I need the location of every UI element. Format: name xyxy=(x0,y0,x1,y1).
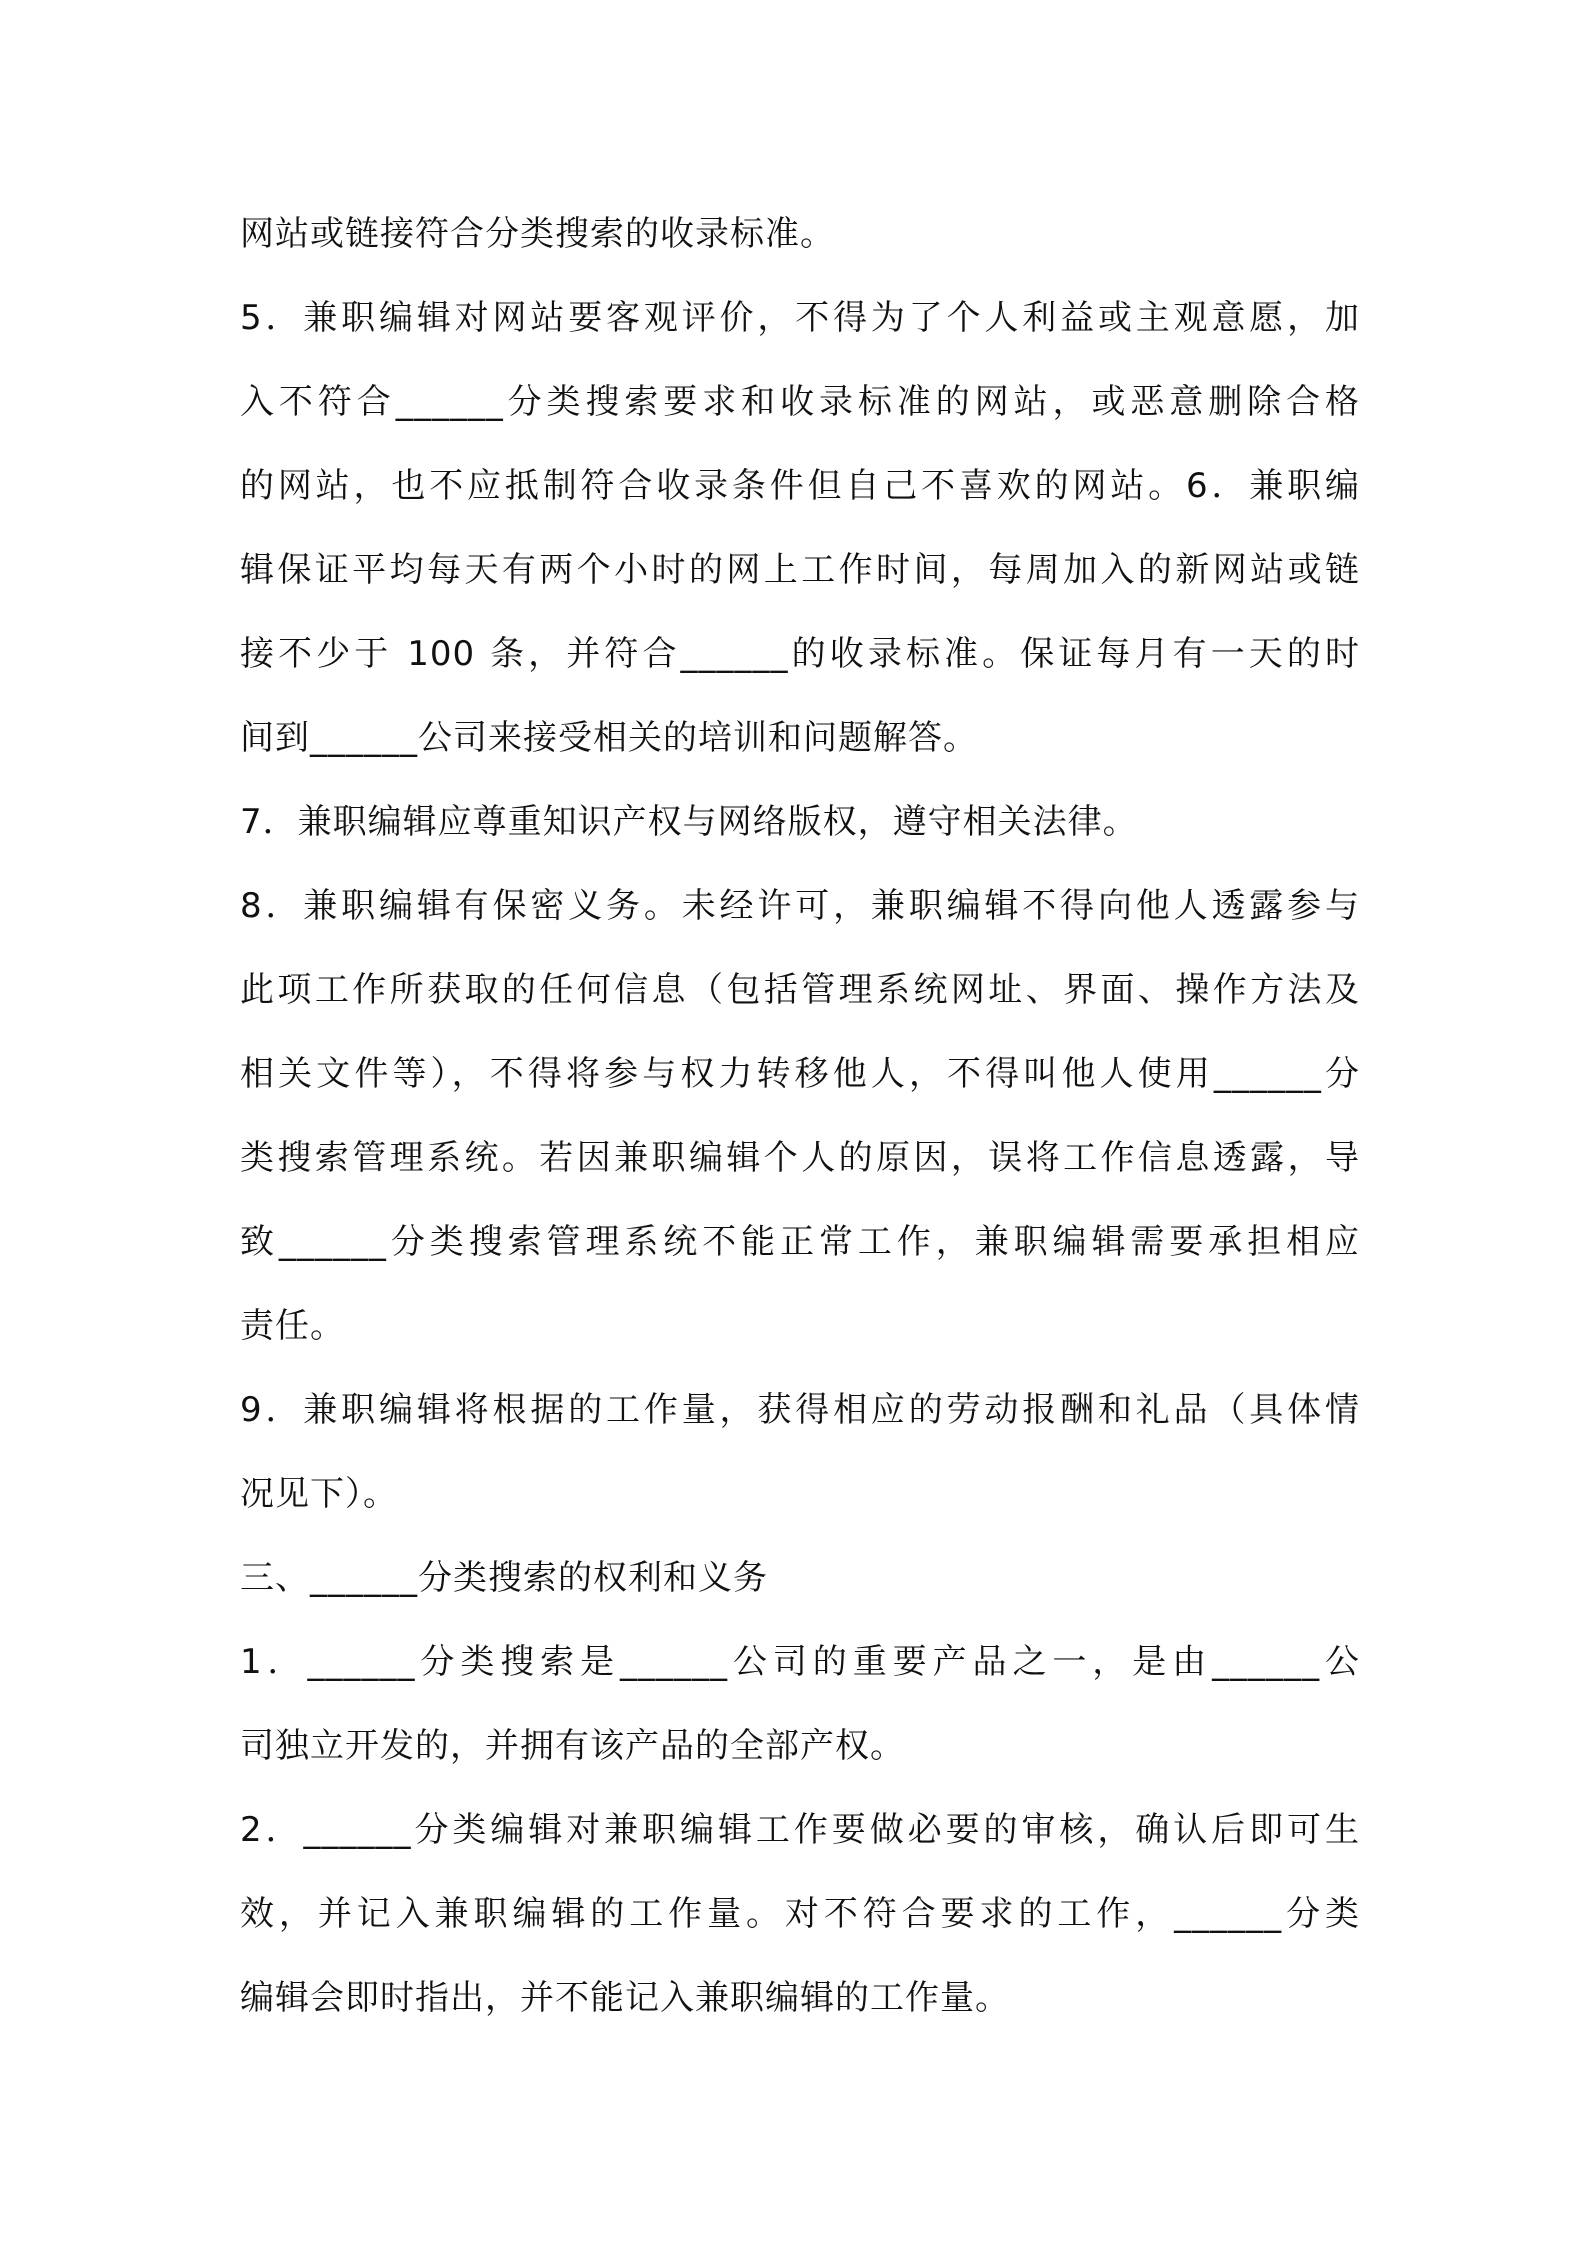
text-line: 7．兼职编辑应尊重知识产权与网络版权，遵守相关法律。 xyxy=(240,802,1138,842)
text-line: 此项工作所获取的任何信息（包括管理系统网址、界面、操作方法及 xyxy=(240,970,1360,1010)
text-line: 1．______分类搜索是______公司的重要产品之一，是由______公 xyxy=(240,1642,1360,1682)
text-line: 责任。 xyxy=(240,1306,345,1346)
text-line: 司独立开发的，并拥有该产品的全部产权。 xyxy=(240,1726,905,1766)
text-line: 入不符合______分类搜索要求和收录标准的网站，或恶意删除合格 xyxy=(240,382,1360,422)
section-heading: 三、______分类搜索的权利和义务 xyxy=(240,1558,768,1598)
text-line: 9．兼职编辑将根据的工作量，获得相应的劳动报酬和礼品（具体情 xyxy=(240,1390,1360,1430)
text-line: 的网站，也不应抵制符合收录条件但自己不喜欢的网站。6．兼职编 xyxy=(240,466,1360,506)
text-line: 致______分类搜索管理系统不能正常工作，兼职编辑需要承担相应 xyxy=(240,1222,1360,1262)
document-body xyxy=(240,192,1360,2040)
text-line: 5．兼职编辑对网站要客观评价，不得为了个人利益或主观意愿，加 xyxy=(240,298,1360,338)
text-line: 2．______分类编辑对兼职编辑工作要做必要的审核，确认后即可生 xyxy=(240,1810,1360,1850)
text-line: 8．兼职编辑有保密义务。未经许可，兼职编辑不得向他人透露参与 xyxy=(240,886,1360,926)
text-line: 辑保证平均每天有两个小时的网上工作时间，每周加入的新网站或链 xyxy=(240,550,1360,590)
text-line: 接不少于 100 条，并符合______的收录标准。保证每月有一天的时 xyxy=(240,634,1360,674)
text-line: 相关文件等），不得将参与权力转移他人，不得叫他人使用______分 xyxy=(240,1054,1360,1094)
text-line: 况见下）。 xyxy=(240,1474,398,1514)
text-line: 类搜索管理系统。若因兼职编辑个人的原因，误将工作信息透露，导 xyxy=(240,1138,1360,1178)
text-line: 网站或链接符合分类搜索的收录标准。 xyxy=(240,214,835,254)
text-line: 效，并记入兼职编辑的工作量。对不符合要求的工作，______分类 xyxy=(240,1894,1360,1934)
text-line: 编辑会即时指出，并不能记入兼职编辑的工作量。 xyxy=(240,1978,1010,2018)
text-line: 间到______公司来接受相关的培训和问题解答。 xyxy=(240,718,978,758)
